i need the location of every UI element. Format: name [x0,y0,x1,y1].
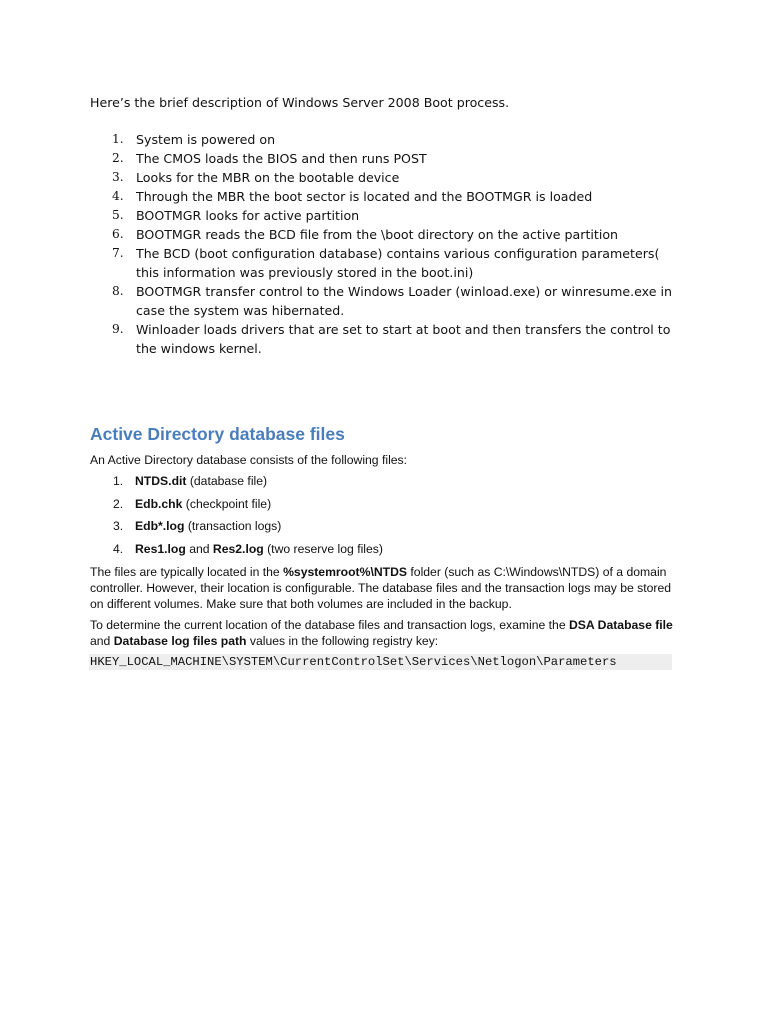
file-desc: (database file) [186,474,268,488]
list-number: 1. [112,132,124,146]
file-name: Edb.chk [135,496,183,511]
list-number: 3. [112,170,124,184]
list-text: BOOTMGR looks for active partition [136,208,360,223]
list-text: BOOTMGR transfer control to the Windows Loader (winload.exe) or winresume.exe in case the system was hibernated. [136,284,672,318]
list-number: 2. [112,151,124,165]
list-item [90,473,383,496]
list-number: 7. [112,246,124,260]
file-name: Res1.log [135,542,186,557]
list-item [90,149,680,168]
list-text: The BCD (boot configuration database) contains various configuration parameters( this information was previously stored in the boot.ini) [136,246,660,280]
list-item [90,518,383,541]
text-run: The files are typically located in the [90,565,284,579]
list-number: 1. [113,474,124,488]
file-desc: (two reserve log files) [263,542,383,557]
list-item [90,206,680,225]
list-number: 8. [112,284,124,298]
list-number: 5. [112,208,124,222]
file-name: NTDS.dit [135,474,187,488]
list-text: System is powered on [136,132,276,147]
text-run: values in the following registry key: [246,634,439,648]
ad-intro-paragraph: An Active Directory database consists of the following files: [90,453,408,467]
list-item [90,496,383,519]
section-heading: Active Directory database files [90,424,345,444]
intro-paragraph: Here’s the brief description of Windows Server 2008 Boot process. [90,95,510,110]
registry-value-name: Database log files path [113,634,247,648]
list-item [90,187,680,206]
list-number: 2. [113,496,124,511]
file-name: Edb*.log [135,519,185,534]
list-item [90,282,680,320]
conjunction: and [185,542,213,557]
list-text: The CMOS loads the BIOS and then runs POST [136,151,427,166]
list-text: Winloader loads drivers that are set to start at boot and then transfers the control to the windows kernel. [136,322,671,356]
list-number: 6. [112,227,124,241]
file-desc: (checkpoint file) [182,496,272,511]
ad-files-list [90,473,383,564]
determine-paragraph [90,617,680,649]
list-number: 9. [112,322,124,336]
list-number: 3. [113,519,124,534]
text-run: folder (such as C:\Windows\NTDS) of a domain controller. However, their location is configurable. The database files and the transaction logs may be stored on different volumes. Make sure that both volumes are included in the backup. [90,565,672,611]
registry-key-code: HKEY_LOCAL_MACHINE\SYSTEM\CurrentControlSet\Services\Netlogon\Parameters [89,654,672,670]
registry-value-name: DSA Database file [568,618,673,632]
text-run: To determine the current location of the database files and transaction logs, examine the [90,618,569,632]
list-text: BOOTMGR reads the BCD file from the \boot directory on the active partition [136,227,619,242]
list-item [90,130,680,149]
text-run: and [90,634,114,648]
list-number: 4. [113,542,124,557]
list-item [90,168,680,187]
folder-path: %systemroot%\NTDS [283,565,408,579]
list-item [90,320,680,358]
file-name: Res2.log [212,542,264,557]
list-number: 4. [112,189,124,203]
list-text: Looks for the MBR on the bootable device [136,170,400,185]
location-paragraph [90,564,680,612]
list-item [90,225,680,244]
boot-process-list [90,130,680,358]
list-item [90,244,680,282]
file-desc: (transaction logs) [184,519,282,534]
list-item [90,541,383,564]
list-text: Through the MBR the boot sector is located and the BOOTMGR is loaded [136,189,593,204]
